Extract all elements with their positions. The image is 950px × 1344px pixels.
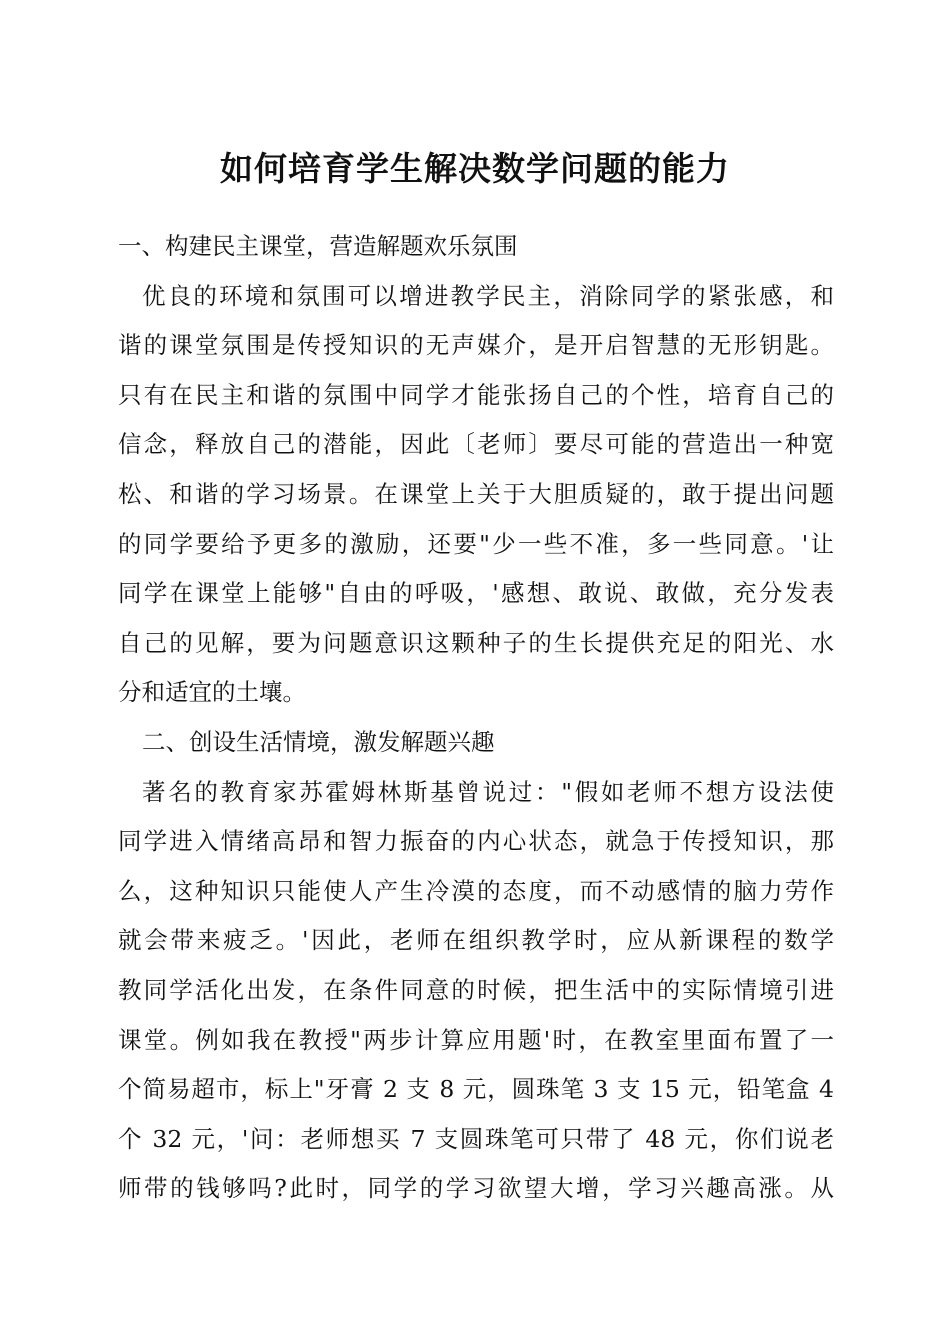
paragraph-line: 只有在民主和谐的氛围中同学才能张扬自己的个性，培育自己的: [118, 380, 834, 409]
paragraph-line: 优良的环境和氛围可以增进教学民主，消除同学的紧张感，和: [142, 281, 834, 310]
paragraph-line: 的同学要给予更多的激励，还要"少一些不准，多一些同意。'让: [118, 529, 834, 558]
document-body: [118, 222, 834, 1214]
paragraph-line: 分和适宜的土壤。: [118, 678, 306, 707]
paragraph-line: 课堂。例如我在教授"两步计算应用题'时，在教室里面布置了一: [118, 1025, 834, 1054]
paragraph-line: 教同学活化出发，在条件同意的时候，把生活中的实际情境引进: [118, 975, 834, 1004]
paragraph-line: 自己的见解，要为问题意识这颗种子的生长提供充足的阳光、水: [118, 628, 834, 657]
paragraph-line: 个 32 元，'问：老师想买 7 支圆珠笔可只带了 48 元，你们说老: [118, 1124, 834, 1153]
paragraph-line: 信念，释放自己的潜能，因此〔老师〕要尽可能的营造出一种宽: [118, 430, 834, 459]
paragraph-line: 个简易超市，标上"牙膏 2 支 8 元，圆珠笔 3 支 15 元，铅笔盒 4: [118, 1075, 834, 1104]
paragraph-line: 同学进入情绪高昂和智力振奋的内心状态，就急于传授知识，那: [118, 827, 834, 856]
paragraph-line: 么，这种知识只能使人产生冷漠的态度，而不动感情的脑力劳作: [118, 876, 834, 905]
paragraph-line: 著名的教育家苏霍姆林斯基曾说过："假如老师不想方设法使: [142, 777, 834, 806]
document-title: 如何培育学生解决数学问题的能力: [220, 149, 730, 188]
paragraph-line: 松、和谐的学习场景。在课堂上关于大胆质疑的，敢于提出问题: [118, 479, 834, 508]
paragraph-line: 就会带来疲乏。'因此，老师在组织教学时，应从新课程的数学: [118, 926, 834, 955]
section-heading-1: 一、构建民主课堂，营造解题欢乐氛围: [118, 232, 518, 260]
section-heading-2: 二、创设生活情境，激发解题兴趣: [142, 727, 495, 756]
paragraph-line: 谐的课堂氛围是传授知识的无声媒介，是开启智慧的无形钥匙。: [118, 331, 834, 360]
paragraph-line: 师带的钱够吗?此时，同学的学习欲望大增，学习兴趣高涨。从: [118, 1174, 834, 1203]
paragraph-line: 同学在课堂上能够"自由的呼吸，'感想、敢说、敢做，充分发表: [118, 579, 834, 608]
